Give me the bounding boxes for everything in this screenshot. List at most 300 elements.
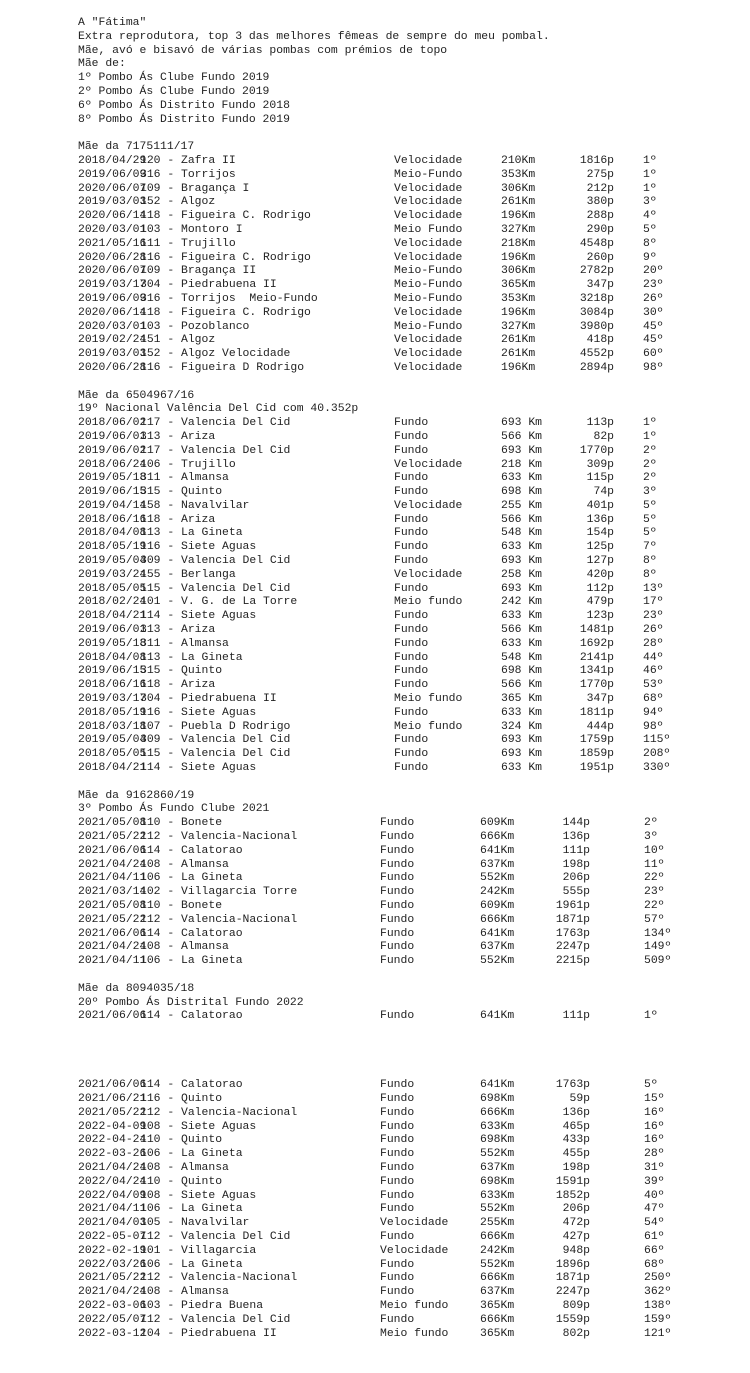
race-date: 2021/04/11 bbox=[78, 1203, 147, 1216]
result-row bbox=[78, 1093, 738, 1107]
race-distance: 365Km bbox=[480, 1299, 515, 1312]
race-distance: 609Km bbox=[480, 817, 515, 830]
race-name: 107 - Puebla D Rodrigo bbox=[140, 720, 291, 733]
race-name: 115 - Valencia Del Cid bbox=[140, 582, 291, 595]
race-date: 2019/04/14 bbox=[78, 499, 147, 512]
result-row bbox=[78, 459, 738, 473]
race-category: Fundo bbox=[380, 1148, 415, 1161]
results-sections bbox=[78, 127, 738, 1341]
race-distance: 552Km bbox=[480, 955, 515, 968]
race-date: 2019/05/18 bbox=[78, 637, 147, 650]
race-category: Fundo bbox=[380, 1106, 415, 1119]
race-date: 2021/06/21 bbox=[78, 1092, 147, 1105]
race-date: 2019/06/15 bbox=[78, 665, 147, 678]
result-row bbox=[78, 1107, 738, 1121]
result-row bbox=[78, 583, 738, 597]
race-name: 158 - Navalvilar bbox=[140, 499, 250, 512]
race-category: Fundo bbox=[380, 817, 415, 830]
race-category: Fundo bbox=[380, 913, 415, 926]
race-points: 347p bbox=[586, 693, 614, 706]
race-name: 309 - Valencia Del Cid bbox=[140, 734, 291, 747]
result-row bbox=[78, 417, 738, 431]
race-distance: 218 Km bbox=[501, 458, 543, 471]
race-name: 117 - Valencia Del Cid bbox=[140, 417, 291, 430]
race-points: 59p bbox=[569, 1092, 590, 1105]
race-category: Velocidade bbox=[394, 196, 463, 209]
race-points: 1759p bbox=[579, 734, 614, 747]
race-category: Meio-Fundo bbox=[394, 320, 463, 333]
race-date: 2019/06/02 bbox=[78, 444, 147, 457]
race-name: 113 - La Gineta bbox=[140, 651, 243, 664]
race-rank: 22º bbox=[644, 872, 665, 885]
race-name: 311 - Almansa bbox=[140, 472, 229, 485]
result-row bbox=[78, 445, 738, 459]
race-rank: 115º bbox=[643, 734, 671, 747]
race-points: 113p bbox=[586, 417, 614, 430]
race-points: 74p bbox=[593, 486, 614, 499]
result-row bbox=[78, 210, 738, 224]
race-distance: 255 Km bbox=[501, 499, 543, 512]
result-row bbox=[78, 1162, 738, 1176]
race-name: 110 - Quinto bbox=[140, 1134, 223, 1147]
race-category: Fundo bbox=[380, 1272, 415, 1285]
race-name: 110 - Bonete bbox=[140, 900, 223, 912]
result-row bbox=[78, 886, 738, 900]
result-row bbox=[78, 1121, 738, 1135]
race-date: 2021/06/06 bbox=[78, 1079, 147, 1092]
race-category: Velocidade bbox=[394, 154, 463, 167]
race-date: 2021/05/22 bbox=[78, 913, 147, 926]
results-section bbox=[78, 127, 738, 375]
race-category: Fundo bbox=[394, 430, 429, 443]
race-distance: 566 Km bbox=[501, 679, 543, 692]
race-date: 2019/02/24 bbox=[78, 334, 147, 347]
race-name: 116 - Siete Aguas bbox=[140, 541, 257, 554]
race-rank: 2º bbox=[643, 472, 657, 485]
race-category: Meio fundo bbox=[394, 720, 463, 733]
race-points: 1816p bbox=[579, 154, 614, 167]
race-points: 111p bbox=[562, 1010, 590, 1023]
race-category: Fundo bbox=[380, 1230, 415, 1243]
race-date: 2022/05/07 bbox=[78, 1313, 147, 1326]
race-rank: 8º bbox=[643, 555, 657, 568]
result-row bbox=[78, 196, 738, 210]
race-distance: 633Km bbox=[480, 1120, 515, 1133]
award-line: 8º Pombo Ás Distrito Fundo 2019 bbox=[78, 113, 290, 126]
result-row bbox=[78, 665, 738, 679]
mother-of-label: Mãe de: bbox=[78, 58, 126, 71]
race-points: 3084p bbox=[579, 306, 614, 319]
race-name: 106 - La Gineta bbox=[140, 1148, 243, 1161]
race-rank: 10º bbox=[644, 844, 665, 857]
race-date: 2018/04/21 bbox=[78, 610, 147, 623]
result-row bbox=[78, 472, 738, 486]
race-name: 116 - Siete Aguas bbox=[140, 706, 257, 719]
race-points: 198p bbox=[562, 1161, 590, 1174]
race-name: 103 - Montoro I bbox=[140, 223, 243, 236]
race-distance: 633Km bbox=[480, 1189, 515, 1202]
race-points: 206p bbox=[562, 872, 590, 885]
race-category: Fundo bbox=[394, 665, 429, 678]
race-distance: 633 Km bbox=[501, 706, 543, 719]
race-points: 212p bbox=[586, 182, 614, 195]
race-points: 206p bbox=[562, 1203, 590, 1216]
race-points: 3980p bbox=[579, 320, 614, 333]
race-date: 2019/03/03 bbox=[78, 196, 147, 209]
race-name: 112 - Valencia Del Cid bbox=[140, 1230, 291, 1243]
race-category: Fundo bbox=[394, 486, 429, 499]
race-distance: 242Km bbox=[480, 1244, 515, 1257]
race-rank: 46º bbox=[643, 665, 664, 678]
race-distance: 365Km bbox=[501, 279, 536, 292]
race-name: 115 - Valencia Del Cid bbox=[140, 748, 291, 761]
race-points: 2782p bbox=[579, 265, 614, 278]
race-name: 109 - Bragança II bbox=[140, 265, 257, 278]
race-points: 82p bbox=[593, 430, 614, 443]
race-points: 948p bbox=[562, 1244, 590, 1257]
race-points: 347p bbox=[586, 279, 614, 292]
race-category: Meio-Fundo bbox=[394, 265, 463, 278]
result-row bbox=[78, 569, 738, 583]
race-date: 2022-02-19 bbox=[78, 1244, 147, 1257]
race-name: 106 - La Gineta bbox=[140, 1203, 243, 1216]
race-points: 1763p bbox=[555, 1079, 590, 1092]
race-category: Fundo bbox=[394, 651, 429, 664]
race-date: 2019/03/17 bbox=[78, 693, 147, 706]
race-category: Velocidade bbox=[380, 1217, 449, 1230]
race-date: 2021/05/16 bbox=[78, 237, 147, 250]
race-distance: 353Km bbox=[501, 292, 536, 305]
race-name: 109 - Bragança I bbox=[140, 182, 250, 195]
result-row bbox=[78, 224, 738, 238]
race-category: Meio Fundo bbox=[394, 223, 463, 236]
race-category: Fundo bbox=[380, 1189, 415, 1202]
race-points: 1770p bbox=[579, 444, 614, 457]
result-row bbox=[78, 334, 738, 348]
race-date: 2022-04-09 bbox=[78, 1120, 147, 1133]
race-points: 290p bbox=[586, 223, 614, 236]
race-rank: 5º bbox=[643, 223, 657, 236]
race-points: 427p bbox=[562, 1230, 590, 1243]
race-category: Velocidade bbox=[394, 251, 463, 264]
section-spacer bbox=[78, 1024, 738, 1079]
race-name: 103 - Pozoblanco bbox=[140, 320, 250, 333]
race-distance: 641Km bbox=[480, 927, 515, 940]
race-category: Fundo bbox=[380, 1092, 415, 1105]
race-category: Fundo bbox=[394, 541, 429, 554]
result-row bbox=[78, 431, 738, 445]
race-distance: 365Km bbox=[480, 1327, 515, 1340]
race-date: 2022-04-24 bbox=[78, 1134, 147, 1147]
race-distance: 637Km bbox=[480, 1286, 515, 1299]
race-points: 125p bbox=[586, 541, 614, 554]
section-subtitle: 19º Nacional Valência Del Cid com 40.352p bbox=[78, 403, 359, 416]
race-points: 401p bbox=[586, 499, 614, 512]
race-category: Fundo bbox=[380, 844, 415, 857]
race-points: 1961p bbox=[555, 900, 590, 912]
race-distance: 633 Km bbox=[501, 541, 543, 554]
race-distance: 218Km bbox=[501, 237, 536, 250]
race-distance: 666Km bbox=[480, 1272, 515, 1285]
race-rank: 509º bbox=[644, 955, 672, 968]
race-name: 118 - Ariza bbox=[140, 679, 216, 692]
race-name: 112 - Valencia Del Cid bbox=[140, 1313, 291, 1326]
result-row bbox=[78, 817, 738, 831]
race-category: Meio fundo bbox=[380, 1327, 449, 1340]
result-row bbox=[78, 1190, 738, 1204]
result-row bbox=[78, 321, 738, 335]
description-line: Mãe, avó e bisavó de várias pombas com prémios de topo bbox=[78, 44, 448, 57]
race-points: 1692p bbox=[579, 637, 614, 650]
race-distance: 261Km bbox=[501, 334, 536, 347]
race-rank: 98º bbox=[643, 361, 664, 374]
race-category: Fundo bbox=[394, 624, 429, 637]
result-row bbox=[78, 555, 738, 569]
race-rank: 60º bbox=[643, 348, 664, 361]
section-subtitle: 3º Pombo Ás Fundo Clube 2021 bbox=[78, 803, 270, 816]
race-distance: 641Km bbox=[480, 1010, 515, 1023]
race-points: 472p bbox=[562, 1217, 590, 1230]
race-distance: 633 Km bbox=[501, 472, 543, 485]
race-name: 106 - La Gineta bbox=[140, 955, 243, 968]
race-rank: 250º bbox=[644, 1272, 672, 1285]
award-line: 2º Pombo Ás Clube Fundo 2019 bbox=[78, 85, 270, 98]
race-points: 433p bbox=[562, 1134, 590, 1147]
race-name: 116 - Figueira C. Rodrigo bbox=[140, 251, 311, 264]
result-row bbox=[78, 638, 738, 652]
race-rank: 54º bbox=[644, 1217, 665, 1230]
race-name: 118 - Figueira C. Rodrigo bbox=[140, 306, 311, 319]
race-name: 116 - Quinto bbox=[140, 1092, 223, 1105]
section-title: Mãe da 7175111/17 bbox=[78, 141, 195, 154]
race-date: 2019/06/09 bbox=[78, 292, 147, 305]
race-distance: 552Km bbox=[480, 1148, 515, 1161]
race-name: 114 - Calatorao bbox=[140, 1010, 243, 1023]
race-category: Fundo bbox=[394, 472, 429, 485]
race-distance: 698Km bbox=[480, 1175, 515, 1188]
result-row bbox=[78, 610, 738, 624]
race-points: 2141p bbox=[579, 651, 614, 664]
race-points: 2215p bbox=[555, 955, 590, 968]
race-date: 2019/05/18 bbox=[78, 472, 147, 485]
race-date: 2022-03-06 bbox=[78, 1299, 147, 1312]
race-date: 2018/05/19 bbox=[78, 706, 147, 719]
race-date: 2021/05/08 bbox=[78, 900, 147, 912]
race-points: 1481p bbox=[579, 624, 614, 637]
race-name: 108 - Almansa bbox=[140, 1161, 229, 1174]
race-date: 2018/05/19 bbox=[78, 541, 147, 554]
race-distance: 698Km bbox=[480, 1134, 515, 1147]
race-distance: 566 Km bbox=[501, 430, 543, 443]
race-category: Meio-Fundo bbox=[394, 279, 463, 292]
race-points: 1811p bbox=[579, 706, 614, 719]
race-date: 2019/06/09 bbox=[78, 168, 147, 181]
race-date: 2021/04/24 bbox=[78, 1161, 147, 1174]
race-name: 117 - Valencia Del Cid bbox=[140, 444, 291, 457]
result-row bbox=[78, 1314, 738, 1328]
race-rank: 66º bbox=[644, 1244, 665, 1257]
race-rank: 53º bbox=[643, 679, 664, 692]
results-section bbox=[78, 776, 738, 969]
race-category: Fundo bbox=[380, 927, 415, 940]
race-name: 313 - Ariza bbox=[140, 624, 216, 637]
race-points: 2247p bbox=[555, 941, 590, 954]
race-name: 313 - Ariza bbox=[140, 430, 216, 443]
result-row bbox=[78, 1010, 738, 1024]
race-category: Fundo bbox=[380, 955, 415, 968]
race-date: 2019/05/04 bbox=[78, 555, 147, 568]
section-title: Mãe da 8094035/18 bbox=[78, 982, 195, 995]
race-rank: 7º bbox=[643, 541, 657, 554]
race-date: 2018/04/21 bbox=[78, 762, 147, 775]
race-rank: 4º bbox=[643, 210, 657, 223]
race-name: 110 - Bonete bbox=[140, 817, 223, 830]
header-block bbox=[78, 17, 738, 127]
race-date: 2021/04/11 bbox=[78, 955, 147, 968]
race-points: 1871p bbox=[555, 913, 590, 926]
result-row bbox=[78, 169, 738, 183]
race-rank: 20º bbox=[643, 265, 664, 278]
race-points: 3218p bbox=[579, 292, 614, 305]
award-line: 1º Pombo Ás Clube Fundo 2019 bbox=[78, 72, 270, 85]
race-rank: 94º bbox=[643, 706, 664, 719]
race-rank: 1º bbox=[643, 417, 657, 430]
race-date: 2018/04/08 bbox=[78, 527, 147, 540]
result-row bbox=[78, 914, 738, 928]
race-name: 316 - Torrijos bbox=[140, 168, 236, 181]
race-rank: 22º bbox=[644, 900, 665, 912]
race-name: 309 - Valencia Del Cid bbox=[140, 555, 291, 568]
race-rank: 1º bbox=[643, 430, 657, 443]
section-spacer bbox=[78, 969, 738, 983]
race-distance: 306Km bbox=[501, 265, 536, 278]
race-name: 112 - Valencia-Nacional bbox=[140, 1272, 298, 1285]
race-points: 465p bbox=[562, 1120, 590, 1133]
race-category: Fundo bbox=[394, 679, 429, 692]
race-category: Fundo bbox=[394, 417, 429, 430]
race-name: 102 - Villagarcia Torre bbox=[140, 886, 298, 899]
race-date: 2022-03-12 bbox=[78, 1327, 147, 1340]
race-distance: 306Km bbox=[501, 182, 536, 195]
race-name: 304 - Piedrabuena II bbox=[140, 279, 277, 292]
result-row bbox=[78, 652, 738, 666]
race-rank: 45º bbox=[643, 320, 664, 333]
race-date: 2018/05/05 bbox=[78, 582, 147, 595]
race-name: 113 - La Gineta bbox=[140, 527, 243, 540]
race-name: 114 - Calatorao bbox=[140, 1079, 243, 1092]
race-date: 2018/06/16 bbox=[78, 679, 147, 692]
result-row bbox=[78, 900, 738, 914]
race-distance: 693 Km bbox=[501, 748, 543, 761]
race-date: 2018/04/08 bbox=[78, 651, 147, 664]
race-name: 114 - Siete Aguas bbox=[140, 610, 257, 623]
race-rank: 1º bbox=[643, 168, 657, 181]
race-points: 1859p bbox=[579, 748, 614, 761]
result-row bbox=[78, 831, 738, 845]
race-name: 108 - Siete Aguas bbox=[140, 1189, 257, 1202]
race-distance: 196Km bbox=[501, 361, 536, 374]
race-points: 2247p bbox=[555, 1286, 590, 1299]
result-row bbox=[78, 155, 738, 169]
race-category: Meio fundo bbox=[394, 596, 463, 609]
race-rank: 45º bbox=[643, 334, 664, 347]
race-points: 288p bbox=[586, 210, 614, 223]
race-points: 1559p bbox=[555, 1313, 590, 1326]
race-category: Fundo bbox=[380, 1203, 415, 1216]
race-category: Fundo bbox=[394, 527, 429, 540]
result-row bbox=[78, 955, 738, 969]
race-points: 1341p bbox=[579, 665, 614, 678]
race-date: 2020/06/14 bbox=[78, 306, 147, 319]
race-name: 114 - Calatorao bbox=[140, 927, 243, 940]
race-distance: 633 Km bbox=[501, 762, 543, 775]
result-row bbox=[78, 1134, 738, 1148]
result-row bbox=[78, 279, 738, 293]
race-category: Fundo bbox=[394, 444, 429, 457]
race-rank: 3º bbox=[643, 196, 657, 209]
result-row bbox=[78, 183, 738, 197]
race-category: Fundo bbox=[394, 610, 429, 623]
race-name: 118 - Ariza bbox=[140, 513, 216, 526]
race-name: 315 - Quinto bbox=[140, 486, 223, 499]
race-rank: 44º bbox=[643, 651, 664, 664]
race-name: 106 - Trujillo bbox=[140, 458, 236, 471]
race-distance: 552Km bbox=[480, 872, 515, 885]
race-rank: 2º bbox=[643, 444, 657, 457]
race-category: Velocidade bbox=[394, 334, 463, 347]
race-date: 2022/04/24 bbox=[78, 1175, 147, 1188]
race-category: Fundo bbox=[380, 1313, 415, 1326]
result-row bbox=[78, 748, 738, 762]
race-points: 309p bbox=[586, 458, 614, 471]
race-category: Velocidade bbox=[394, 568, 463, 581]
race-points: 144p bbox=[562, 817, 590, 830]
race-rank: 1º bbox=[643, 182, 657, 195]
race-date: 2021/04/11 bbox=[78, 872, 147, 885]
results-section bbox=[78, 376, 738, 776]
race-name: 112 - Valencia-Nacional bbox=[140, 831, 298, 844]
race-date: 2018/06/02 bbox=[78, 417, 147, 430]
race-rank: 23º bbox=[643, 279, 664, 292]
race-name: 116 - Figueira D Rodrigo bbox=[140, 361, 305, 374]
result-row bbox=[78, 1245, 738, 1259]
result-row bbox=[78, 872, 738, 886]
race-rank: 57º bbox=[644, 913, 665, 926]
race-distance: 210Km bbox=[501, 154, 536, 167]
race-rank: 28º bbox=[644, 1148, 665, 1161]
race-category: Fundo bbox=[394, 734, 429, 747]
race-distance: 365 Km bbox=[501, 693, 543, 706]
race-rank: 16º bbox=[644, 1134, 665, 1147]
race-date: 2019/06/01 bbox=[78, 624, 147, 637]
race-category: Fundo bbox=[394, 762, 429, 775]
race-rank: 138º bbox=[644, 1299, 672, 1312]
section-title: Mãe da 6504967/16 bbox=[78, 389, 195, 402]
result-row bbox=[78, 527, 738, 541]
result-row bbox=[78, 362, 738, 376]
race-date: 2018/02/24 bbox=[78, 596, 147, 609]
result-row bbox=[78, 845, 738, 859]
race-distance: 666Km bbox=[480, 913, 515, 926]
race-points: 479p bbox=[586, 596, 614, 609]
result-row bbox=[78, 1176, 738, 1190]
race-date: 2021/06/06 bbox=[78, 844, 147, 857]
race-name: 315 - Quinto bbox=[140, 665, 223, 678]
race-distance: 637Km bbox=[480, 941, 515, 954]
result-row bbox=[78, 293, 738, 307]
race-points: 555p bbox=[562, 886, 590, 899]
section-title: Mãe da 9162860/19 bbox=[78, 789, 195, 802]
